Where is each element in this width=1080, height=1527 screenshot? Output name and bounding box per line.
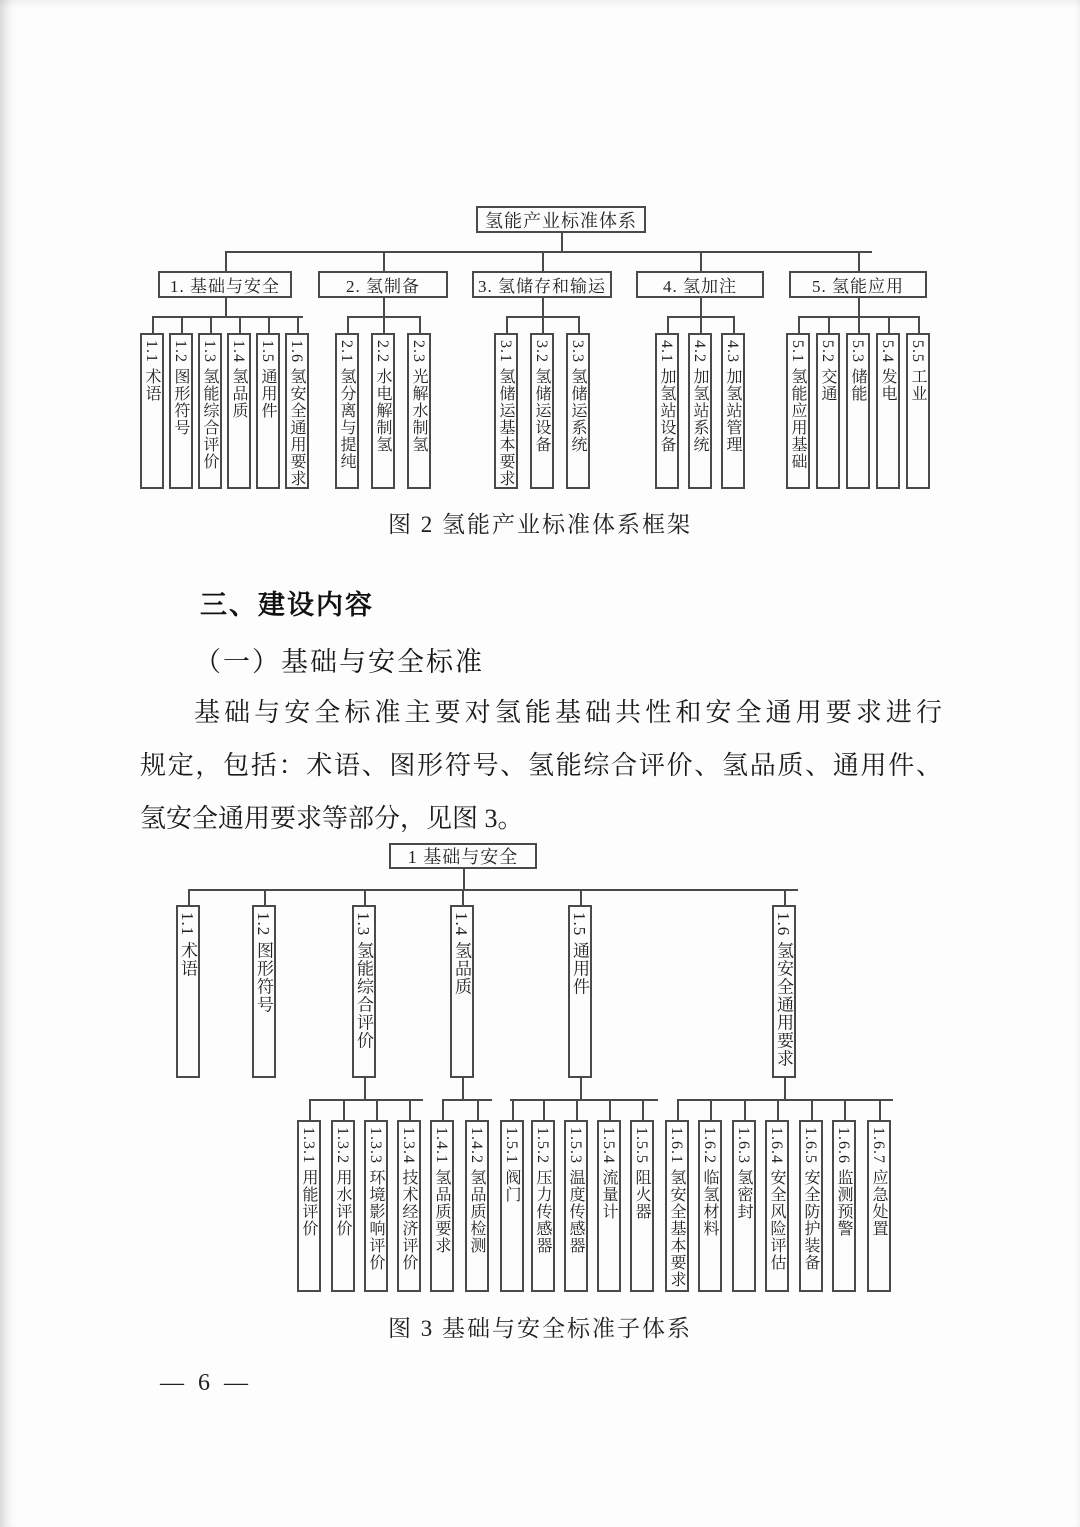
fig3-branch-node: 1.2 图形符号 xyxy=(252,905,276,1078)
fig2-branch-node: 2. 氢制备 xyxy=(318,271,448,298)
connector-line xyxy=(462,889,464,905)
fig2-branch-node: 3. 氢储存和输运 xyxy=(472,271,612,298)
fig2-leaf-node: 3.1 氢储运基本要求 xyxy=(494,333,518,489)
connector-line xyxy=(784,1078,786,1099)
fig3-branch-node: 1.3 氢能综合评价 xyxy=(352,905,376,1078)
connector-line xyxy=(580,889,582,905)
connector-line xyxy=(376,1099,378,1120)
connector-line xyxy=(642,1099,644,1120)
fig3-leaf-node: 1.6.7 应急处置 xyxy=(867,1120,891,1292)
connector-line xyxy=(879,1099,881,1120)
connector-line xyxy=(609,1099,611,1120)
fig2-leaf-node: 5.4 发电 xyxy=(876,333,900,489)
body-text-line: 规定，包括：术语、图形符号、氢能综合评价、氢品质、通用件、 xyxy=(140,751,942,780)
fig3-leaf-node: 1.5.4 流量计 xyxy=(597,1120,621,1292)
connector-line xyxy=(580,1078,582,1099)
fig3-branch-node: 1.5 通用件 xyxy=(568,905,592,1078)
connector-line xyxy=(477,1099,479,1120)
connector-line xyxy=(364,889,366,905)
fig3-leaf-node: 1.5.5 阻火器 xyxy=(630,1120,654,1292)
fig2-branch-node: 1. 基础与安全 xyxy=(158,271,292,298)
fig3-leaf-node: 1.6.3 氢密封 xyxy=(732,1120,756,1292)
connector-line xyxy=(462,1078,464,1099)
fig2-leaf-node: 2.3 光解水制氢 xyxy=(407,333,431,489)
connector-line xyxy=(576,1099,578,1120)
fig2-leaf-node: 3.2 氢储运设备 xyxy=(530,333,554,489)
fig3-leaf-node: 1.4.2 氢品质检测 xyxy=(465,1120,489,1292)
fig3-leaf-node: 1.3.2 用水评价 xyxy=(331,1120,355,1292)
fig3-leaf-node: 1.6.4 安全风险评估 xyxy=(765,1120,789,1292)
fig2-branch-node: 4. 氢加注 xyxy=(636,271,764,298)
section-heading: 三、建设内容 xyxy=(200,590,374,620)
fig2-branch-node: 5. 氢能应用 xyxy=(789,271,927,298)
fig3-leaf-node: 1.6.5 安全防护装备 xyxy=(799,1120,823,1292)
fig2-leaf-node: 1.5 通用件 xyxy=(256,333,280,489)
fig2-leaf-node: 2.2 水电解制氢 xyxy=(371,333,395,489)
fig3-branch-node: 1.1 术语 xyxy=(176,905,200,1078)
fig2-leaf-node: 1.4 氢品质 xyxy=(227,333,251,489)
fig3-leaf-node: 1.5.3 温度传感器 xyxy=(564,1120,588,1292)
fig3-leaf-node: 1.3.4 技术经济评价 xyxy=(397,1120,421,1292)
fig2-root-node: 氢能产业标准体系 xyxy=(476,206,646,233)
page-number: — 6 — xyxy=(160,1370,252,1396)
connector-line xyxy=(309,1099,311,1120)
body-text-line: 氢安全通用要求等部分，见图 3。 xyxy=(140,804,524,833)
fig3-leaf-node: 1.3.3 环境影响评价 xyxy=(364,1120,388,1292)
fig2-leaf-node: 1.6 氢安全通用要求 xyxy=(285,333,309,489)
connector-line xyxy=(442,1099,492,1101)
connector-line xyxy=(463,869,465,889)
connector-line xyxy=(409,1099,411,1120)
connector-line xyxy=(343,1099,345,1120)
fig3-leaf-node: 1.6.6 监测预警 xyxy=(832,1120,856,1292)
connector-line xyxy=(188,889,190,905)
connector-line xyxy=(744,1099,746,1120)
fig2-leaf-node: 1.1 术语 xyxy=(140,333,164,489)
connector-line xyxy=(844,1099,846,1120)
fig3-branch-node: 1.4 氢品质 xyxy=(450,905,474,1078)
connector-line xyxy=(188,889,798,891)
connector-line xyxy=(264,889,266,905)
fig2-leaf-node: 1.3 氢能综合评价 xyxy=(198,333,222,489)
fig3-leaf-node: 1.3.1 用能评价 xyxy=(297,1120,321,1292)
fig3-leaf-node: 1.5.2 压力传感器 xyxy=(531,1120,555,1292)
fig3-leaf-node: 1.6.2 临氢材料 xyxy=(698,1120,722,1292)
connector-line xyxy=(309,1099,423,1101)
fig2-leaf-node: 4.3 加氢站管理 xyxy=(721,333,745,489)
figure2-caption: 图 2 氢能产业标准体系框架 xyxy=(388,512,692,537)
connector-line xyxy=(811,1099,813,1120)
fig2-leaf-node: 5.1 氢能应用基础 xyxy=(786,333,810,489)
connector-line xyxy=(677,1099,679,1120)
fig2-leaf-node: 3.3 氢储运系统 xyxy=(566,333,590,489)
connector-line xyxy=(442,1099,444,1120)
fig2-leaf-node: 5.3 储能 xyxy=(846,333,870,489)
body-text-line: 基础与安全标准主要对氢能基础共性和安全通用要求进行 xyxy=(194,698,942,727)
fig3-leaf-node: 1.6.1 氢安全基本要求 xyxy=(665,1120,689,1292)
connector-line xyxy=(364,1078,366,1099)
figure3-caption: 图 3 基础与安全标准子体系 xyxy=(388,1316,692,1341)
fig2-leaf-node: 5.2 交通 xyxy=(816,333,840,489)
fig2-leaf-node: 5.5 工业 xyxy=(906,333,930,489)
fig3-branch-node: 1.6 氢安全通用要求 xyxy=(772,905,796,1078)
connector-line xyxy=(543,1099,545,1120)
connector-line xyxy=(710,1099,712,1120)
fig2-leaf-node: 2.1 氢分离与提纯 xyxy=(335,333,359,489)
fig2-leaf-node: 4.2 加氢站系统 xyxy=(688,333,712,489)
subsection-heading: （一）基础与安全标准 xyxy=(194,647,484,677)
fig3-leaf-node: 1.4.1 氢品质要求 xyxy=(430,1120,454,1292)
connector-line xyxy=(784,889,786,905)
fig3-leaf-node: 1.5.1 阀门 xyxy=(500,1120,524,1292)
connector-line xyxy=(777,1099,779,1120)
fig3-root-node: 1 基础与安全 xyxy=(389,843,537,869)
connector-line xyxy=(512,1099,514,1120)
fig2-leaf-node: 4.1 加氢站设备 xyxy=(655,333,679,489)
fig2-leaf-node: 1.2 图形符号 xyxy=(169,333,193,489)
connector-line xyxy=(510,1099,658,1101)
